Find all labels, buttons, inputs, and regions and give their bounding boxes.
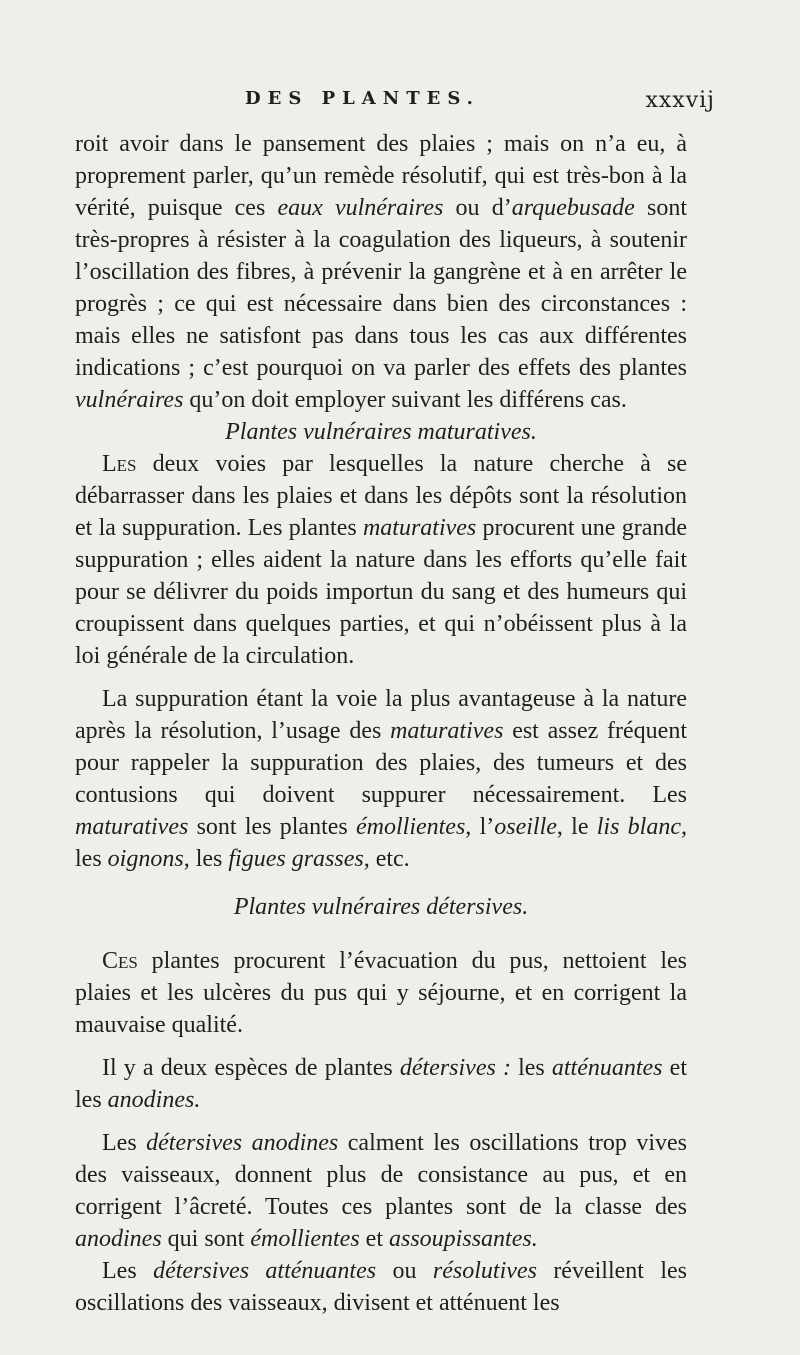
- section-heading-maturatives: Plantes vulnéraires maturatives.: [225, 419, 537, 445]
- paragraph-attenuantes: Les détersives atténuantes ou résolutives réveillent les oscillations des vaisseaux, divisent et atténuent les: [75, 1258, 688, 1316]
- body-text: [75, 128, 687, 1319]
- paragraph-continued: roit avoir dans le pansement des plaies ; mais on n’a eu, à proprement parler, qu’un remède résolutif, qui est très-bon à la vérité, puisque ces eaux vulnéraires ou d’arquebusade sont très-propres à résister à la coagulation des liqueurs, à soutenir l’oscillation des fibres, à prévenir la gangrène et à en arrêter le progrès ; ce qui est nécessaire dans bien des circonstances : mais elles ne satisfont pas dans tous les cas aux différentes indications ; c’est pourquoi on va parler des effets des plantes vulnéraires qu’on doit employer suivant les différens cas.: [75, 131, 687, 413]
- running-head: [245, 88, 715, 124]
- paragraph-voies: Les deux voies par lesquelles la nature cherche à se débarrasser dans les plaies et dans les dépôts sont la résolution et la suppuration. Les plantes maturatives procurent une grande suppuration ; elles aident la nature dans les efforts qu’elle fait pour se délivrer du poids importun du sang et des humeurs qui croupissent dans quelques parties, et qui n’obéissent plus à la loi générale de la circulation.: [75, 451, 688, 669]
- paragraph-evacuation: Ces plantes procurent l’évacuation du pus, nettoient les plaies et les ulcères du pus qui y séjourne, et en corrigent la mauvaise qualité.: [75, 948, 687, 1038]
- running-title: DES PLANTES.: [245, 88, 480, 109]
- paragraph-suppuration: La suppuration étant la voie la plus avantageuse à la nature après la résolution, l’usage des maturatives est assez fréquent pour rappeler la suppuration des plaies, des tumeurs et des contusions qui doivent suppurer nécessairement. Les maturatives sont les plantes émollientes, l’oseille, le lis blanc, les oignons, les figues grasses, etc.: [75, 686, 687, 872]
- paragraph-deux-especes: Il y a deux espèces de plantes détersives : les atténuantes et les anodines.: [75, 1055, 687, 1113]
- page-number: xxxvij: [645, 88, 715, 113]
- paragraph-anodines: Les détersives anodines calment les oscillations trop vives des vaisseaux, donnent plus de consistance au pus, et en corrigent l’âcreté. Toutes ces plantes sont de la classe des anodines qui sont émollientes et assoupissantes.: [75, 1130, 688, 1252]
- section-heading-detersives: Plantes vulnéraires détersives.: [233, 894, 529, 920]
